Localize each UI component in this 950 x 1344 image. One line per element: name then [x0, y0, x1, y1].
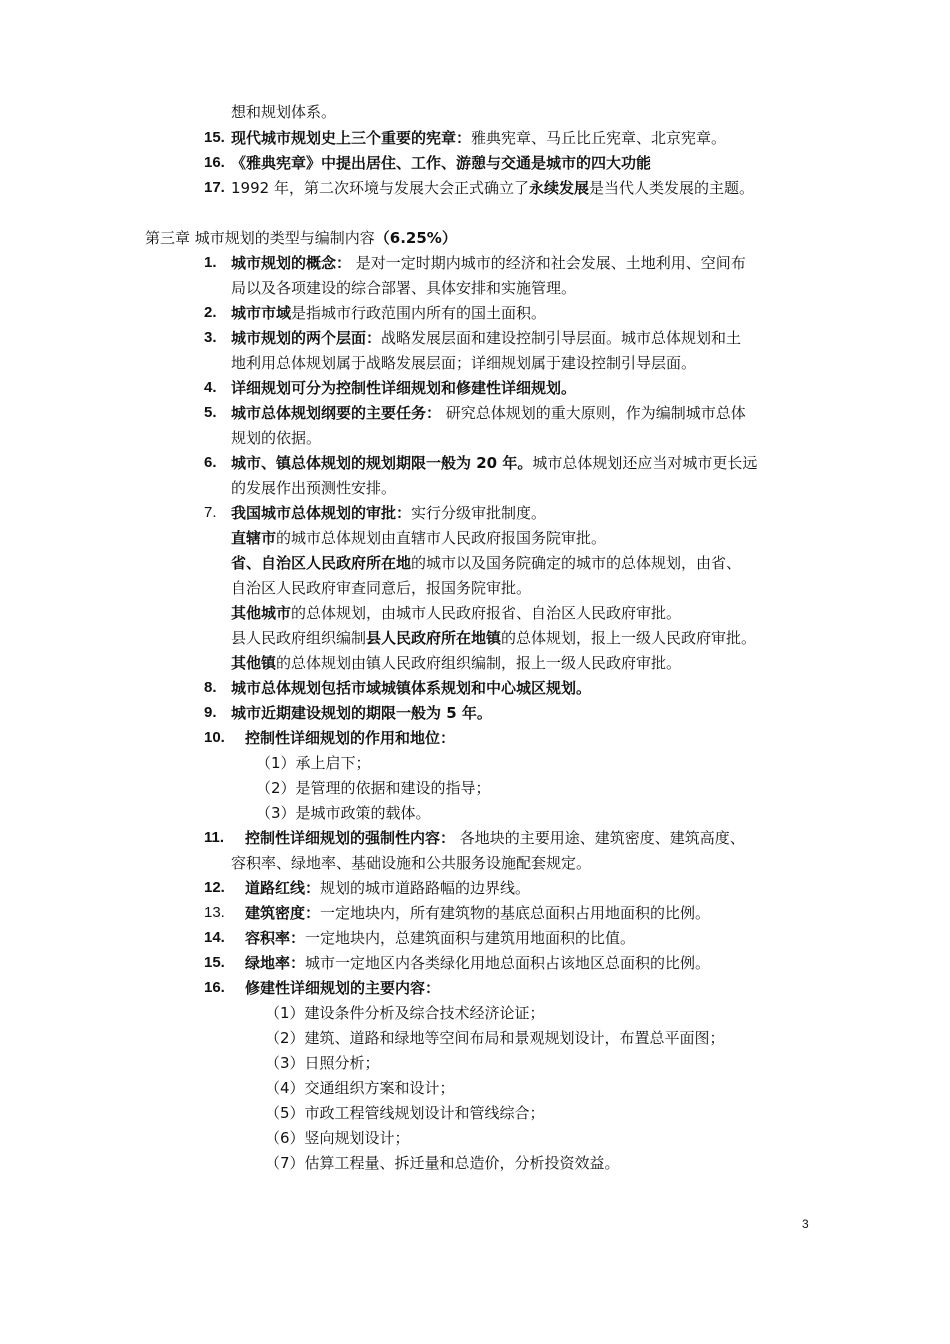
list-item: 修建性详细规划的主要内容：: [245, 979, 441, 997]
sub-item: （3）是城市政策的载体。: [256, 804, 431, 822]
item-continuation: 的发展作出预测性安排。: [231, 479, 397, 497]
item-term: 其他镇: [231, 654, 277, 672]
item-number: 12.: [204, 879, 225, 896]
item-number: 16.: [204, 979, 225, 996]
item-term: 控制性详细规划的强制性内容：: [245, 829, 456, 847]
item-text: 是当代人类发展的主题。: [588, 179, 754, 197]
chapter-heading: [145, 226, 457, 250]
item-sub-paragraph: [231, 651, 681, 675]
item-term: 城市规划的概念：: [231, 254, 352, 272]
sub-item: （4）交通组织方案和设计；: [265, 1079, 455, 1097]
item-text: 城市一定地区内各类绿化用地总面积占该地区总面积的比例。: [305, 954, 711, 972]
page-number: 3: [802, 1217, 809, 1231]
sub-item: （3）日照分析；: [265, 1054, 380, 1072]
item-continuation: 局以及各项建设的综合部署、具体安排和实施管理。: [231, 279, 577, 297]
item-text: 各地块的主要用途、建筑密度、建筑高度、: [455, 829, 745, 847]
item-text: 的总体规划，报上一级人民政府审批。: [501, 629, 757, 647]
item-term: 直辖市: [231, 529, 277, 547]
list-item: [245, 951, 710, 975]
item-text: 1992 年，第二次环境与发展大会正式确立了: [231, 179, 529, 197]
item-number: 13.: [204, 904, 225, 921]
item-text: 战略发展层面和建设控制引导层面。城市总体规划和土: [381, 329, 742, 347]
list-item: [231, 451, 757, 475]
list-item: [245, 826, 745, 850]
list-item: [231, 501, 546, 525]
item-term: 县人民政府所在地镇: [366, 629, 502, 647]
item-text: 一定地块内，所有建筑物的基底总面积占用地面积的比例。: [320, 904, 711, 922]
item-term: 现代城市规划史上三个重要的宪章：: [231, 129, 472, 147]
sub-item: （2）是管理的依据和建设的指导；: [256, 779, 491, 797]
item-number: 8.: [204, 679, 217, 696]
list-item: 控制性详细规划的作用和地位：: [245, 729, 456, 747]
item-text: 是指城市行政范围内所有的国土面积。: [291, 304, 547, 322]
list-item: [245, 876, 530, 900]
item-term: 永续发展: [528, 179, 589, 197]
item-term: 城市市域: [231, 304, 292, 322]
item-term: 城市、镇总体规划的规划期限一般为 20 年。: [231, 454, 533, 472]
list-item: [231, 251, 746, 275]
list-item: [231, 326, 741, 350]
item-number: 10.: [204, 729, 225, 746]
item-sub-paragraph: [231, 601, 681, 625]
list-item: [231, 176, 754, 200]
item-number: 15.: [204, 954, 225, 971]
item-text: 是对一定时期内城市的经济和社会发展、土地利用、空间布: [351, 254, 746, 272]
item-term: 其他城市: [231, 604, 292, 622]
item-number: 17.: [204, 179, 225, 196]
item-text: 城市总体规划还应当对城市更长远: [532, 454, 758, 472]
sub-item: （1）承上启下；: [256, 754, 371, 772]
item-number: 15.: [204, 129, 225, 146]
item-text: 雅典宪章、马丘比丘宪章、北京宪章。: [471, 129, 727, 147]
item-text: 的城市总体规划由直辖市人民政府报国务院审批。: [276, 529, 607, 547]
item-sub-paragraph: [231, 626, 756, 650]
sub-item: （1）建设条件分析及综合技术经济论证；: [265, 1004, 545, 1022]
item-continuation: 自治区人民政府审查同意后，报国务院审批。: [231, 579, 532, 597]
item-term: 省、自治区人民政府所在地: [231, 554, 412, 572]
item-term: 城市总体规划纲要的主要任务：: [231, 404, 442, 422]
item-text: 的总体规划，由城市人民政府报省、自治区人民政府审批。: [291, 604, 682, 622]
item-number: 4.: [204, 379, 217, 396]
item-text: 实行分级审批制度。: [411, 504, 547, 522]
item-text: 研究总体规划的重大原则，作为编制城市总体: [441, 404, 746, 422]
item-sub-paragraph: [231, 526, 606, 550]
list-item: [231, 401, 746, 425]
item-number: 14.: [204, 929, 225, 946]
item-sub-paragraph: [231, 551, 741, 575]
item-number: 16.: [204, 154, 225, 171]
list-item: 详细规划可分为控制性详细规划和修建性详细规划。: [231, 379, 577, 397]
list-item: 《雅典宪章》中提出居住、工作、游憩与交通是城市的四大功能: [231, 154, 652, 172]
item-text: 的城市以及国务院确定的城市的总体规划，由省、: [411, 554, 742, 572]
sub-item: （2）建筑、道路和绿地等空间布局和景观规划设计，布置总平面图；: [265, 1029, 725, 1047]
item-continuation: 容积率、绿地率、基础设施和公共服务设施配套规定。: [231, 854, 592, 872]
item-term: 建筑密度：: [245, 904, 321, 922]
item-text: 一定地块内，总建筑面积与建筑用地面积的比值。: [305, 929, 636, 947]
list-item: [231, 126, 726, 150]
item-number: 6.: [204, 454, 217, 471]
item-number: 9.: [204, 704, 217, 721]
sub-item: （7）估算工程量、拆迁量和总造价，分析投资效益。: [265, 1154, 620, 1172]
item-number: 11.: [204, 829, 225, 846]
item-term: 城市规划的两个层面：: [231, 329, 382, 347]
item-continuation: 规划的依据。: [231, 429, 322, 447]
item-term: 容积率：: [245, 929, 306, 947]
list-item: 城市总体规划包括市域城镇体系规划和中心城区规划。: [231, 679, 592, 697]
item-number: 5.: [204, 404, 217, 421]
item-text: 的总体规划由镇人民政府组织编制，报上一级人民政府审批。: [276, 654, 682, 672]
item-number: 3.: [204, 329, 217, 346]
list-item: 城市近期建设规划的期限一般为 5 年。: [231, 704, 492, 722]
chapter-title: 第三章 城市规划的类型与编制内容: [145, 229, 375, 247]
chapter-percent: （6.25%）: [374, 229, 457, 247]
sub-item: （6）竖向规划设计；: [265, 1129, 410, 1147]
list-item: [245, 926, 635, 950]
continuation-line: 想和规划体系。: [231, 103, 337, 121]
list-item: [231, 301, 546, 325]
item-term: 绿地率：: [245, 954, 306, 972]
list-item: [245, 901, 710, 925]
item-term: 我国城市总体规划的审批：: [231, 504, 412, 522]
item-text: 规划的城市道路路幅的边界线。: [320, 879, 531, 897]
item-number: 2.: [204, 304, 217, 321]
item-number: 1.: [204, 254, 217, 271]
item-continuation: 地利用总体规划属于战略发展层面；详细规划属于建设控制引导层面。: [231, 354, 697, 372]
sub-item: （5）市政工程管线规划设计和管线综合；: [265, 1104, 545, 1122]
item-term: 道路红线：: [245, 879, 321, 897]
item-number: 7.: [204, 504, 217, 521]
item-text: 县人民政府组织编制: [231, 629, 367, 647]
